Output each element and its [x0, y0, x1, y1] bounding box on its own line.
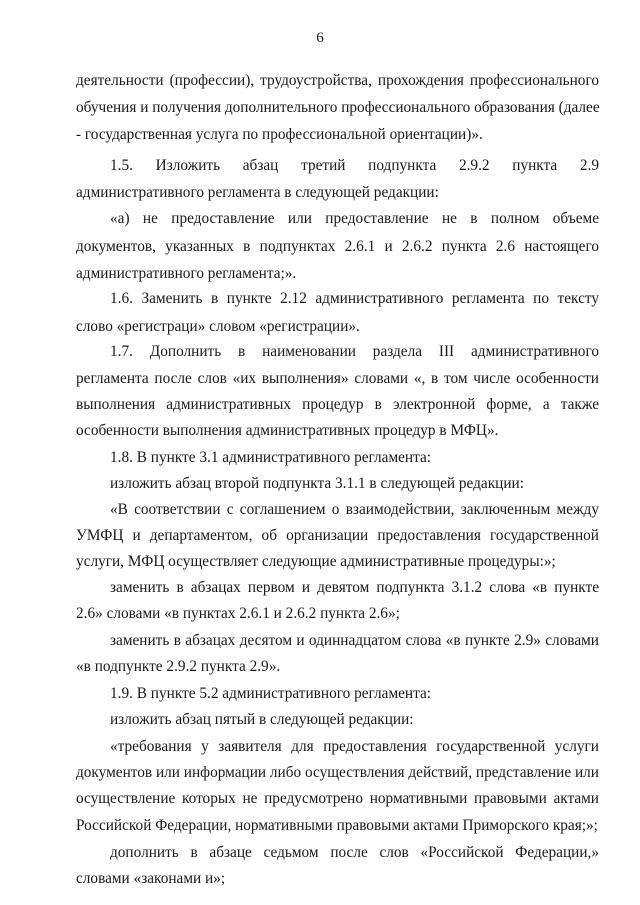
text-line: УМФЦ и департаментом, об организации предоставления государственной	[76, 527, 599, 544]
page-number: 6	[316, 30, 324, 46]
text-line: особенности выполнения административных процедур в МФЦ».	[76, 422, 499, 439]
text-line: осуществление которых не предусмотрено нормативными правовыми актами	[76, 790, 599, 807]
text-line: «а) не предоставление или предоставление не в полном объеме	[110, 210, 599, 227]
text-line: дополнить в абзаце седьмом после слов «Российской Федерации,»	[110, 844, 599, 861]
text-line: слово «регистраци» словом «регистрации».	[76, 318, 360, 335]
text-line: 1.7. Дополнить в наименовании раздела III административного	[110, 343, 599, 360]
text-line: регламента после слов «их выполнения» словами «, в том числе особенности	[76, 370, 599, 387]
text-line: административного регламента в следующей редакции:	[76, 184, 439, 201]
text-line: выполнения административных процедур в электронной форме, а также	[76, 396, 599, 413]
text-line: обучения и получения дополнительного профессионального образования (далее	[76, 99, 600, 116]
text-line: «в подпункте 2.9.2 пункта 2.9».	[76, 658, 281, 675]
text-line: - государственная услуга по профессиональной ориентации)».	[76, 126, 483, 143]
text-line: Российской Федерации, нормативными правовыми актами Приморского края;»;	[76, 817, 598, 834]
text-line: заменить в абзацах первом и девятом подпункта 3.1.2 слова «в пункте	[110, 579, 599, 596]
text-line: «В соответствии с соглашением о взаимодействии, заключенным между	[110, 501, 599, 518]
text-line: 1.6. Заменить в пункте 2.12 административного регламента по тексту	[110, 290, 599, 307]
text-line: «требования у заявителя для предоставления государственной услуги	[110, 738, 599, 755]
text-line: изложить абзац второй подпункта 3.1.1 в следующей редакции:	[110, 475, 524, 492]
text-line: документов, указанных в подпунктах 2.6.1 и 2.6.2 пункта 2.6 настоящего	[76, 238, 599, 255]
text-line: словами «законами и»;	[76, 870, 226, 887]
text-line: документов или информации либо осуществления действий, представление или	[76, 764, 599, 781]
text-line: услуги, МФЦ осуществляет следующие административные процедуры:»;	[76, 553, 556, 570]
text-line: 2.6» словами «в пунктах 2.6.1 и 2.6.2 пункта 2.6»;	[76, 605, 400, 622]
text-line: изложить абзац пятый в следующей редакции:	[110, 711, 414, 728]
text-line: деятельности (профессии), трудоустройства, прохождения профессионального	[76, 72, 599, 89]
text-line: 1.9. В пункте 5.2 административного регламента:	[110, 685, 432, 702]
text-line: заменить в абзацах десятом и одиннадцатом слова «в пункте 2.9» словами	[110, 632, 599, 649]
text-line: 1.5. Изложить абзац третий подпункта 2.9.2 пункта 2.9	[110, 157, 599, 174]
text-line: административного регламента;».	[76, 265, 297, 282]
text-line: 1.8. В пункте 3.1 административного регламента:	[110, 449, 432, 466]
